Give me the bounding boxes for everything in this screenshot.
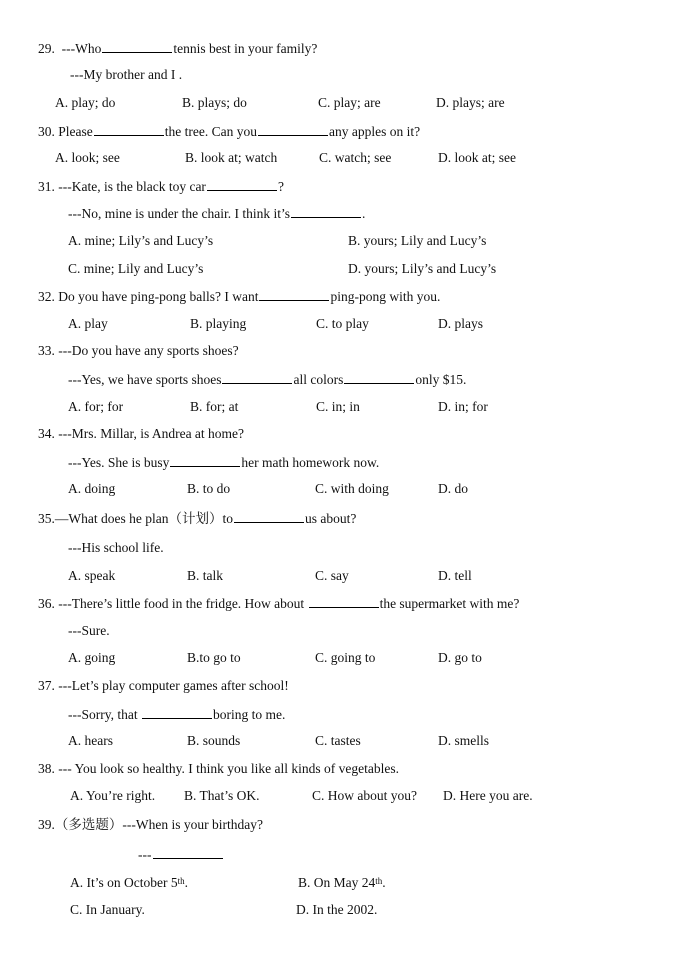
- q36-option-d: D. go to: [438, 650, 482, 665]
- q33-stem: 33. ---Do you have any sports shoes?: [38, 343, 239, 358]
- q38-option-c: C. How about you?: [312, 788, 417, 803]
- q34-option-c: C. with doing: [315, 481, 389, 496]
- answer-blank: [102, 40, 172, 53]
- q34-stem: 34. ---Mrs. Millar, is Andrea at home?: [38, 426, 245, 441]
- q37-reply: ---Sorry, that boring to me.: [68, 707, 286, 722]
- q36-option-b: B.to go to: [187, 650, 241, 665]
- q32-option-d: D. plays: [438, 316, 483, 331]
- q30-option-b: B. look at; watch: [185, 150, 278, 165]
- q31-reply: ---No, mine is under the chair. I think it’s .: [68, 206, 366, 221]
- q35-reply: ---His school life.: [68, 540, 164, 555]
- q38-option-b: B. That’s OK.: [184, 788, 260, 803]
- answer-blank: [234, 510, 304, 523]
- q38-stem: 38. --- You look so healthy. I think you like all kinds of vegetables.: [38, 761, 399, 776]
- q35-option-a: A. speak: [68, 568, 116, 583]
- q29-option-d: D. plays; are: [436, 95, 505, 110]
- answer-blank: [291, 205, 361, 218]
- q38-option-a: A. You’re right.: [70, 788, 156, 803]
- q36-option-c: C. going to: [315, 650, 376, 665]
- answer-blank: [344, 371, 414, 384]
- answer-blank: [309, 595, 379, 608]
- q37-option-c: C. tastes: [315, 733, 361, 748]
- q35-option-d: D. tell: [438, 568, 472, 583]
- q37-option-d: D. smells: [438, 733, 490, 748]
- answer-blank: [222, 371, 292, 384]
- q29-stem: 29. ---Who tennis best in your family?: [38, 41, 318, 56]
- q34-reply: ---Yes. She is busy her math homework now.: [68, 455, 380, 470]
- q36-option-a: A. going: [68, 650, 116, 665]
- answer-blank: [170, 454, 240, 467]
- q29-option-a: A. play; do: [55, 95, 116, 110]
- q32-option-b: B. playing: [190, 316, 247, 331]
- q31-option-a: A. mine; Lily’s and Lucy’s: [68, 233, 214, 248]
- q29-reply: ---My brother and I .: [70, 67, 183, 82]
- q30-stem: 30. Please the tree. Can you any apples on it?: [38, 124, 421, 139]
- answer-blank: [142, 706, 212, 719]
- q31-stem: 31. ---Kate, is the black toy car ?: [38, 179, 284, 194]
- answer-blank: [207, 178, 277, 191]
- q39-reply: ---: [138, 846, 224, 863]
- q32-option-c: C. to play: [316, 316, 369, 331]
- q39-option-c: C. In January.: [70, 902, 145, 917]
- q30-option-d: D. look at; see: [438, 150, 516, 165]
- answer-blank: [258, 123, 328, 136]
- q32-option-a: A. play: [68, 316, 108, 331]
- q31-option-c: C. mine; Lily and Lucy’s: [68, 261, 204, 276]
- q39-stem: 39.（多选题）---When is your birthday?: [38, 817, 263, 832]
- q29-option-c: C. play; are: [318, 95, 381, 110]
- q39-option-b: B. On May 24th.: [298, 875, 386, 890]
- q33-option-d: D. in; for: [438, 399, 488, 414]
- q37-option-a: A. hears: [68, 733, 113, 748]
- q36-stem: 36. ---There’s little food in the fridge. How about the supermarket with me?: [38, 596, 520, 611]
- q30-option-a: A. look; see: [55, 150, 120, 165]
- answer-blank: [153, 846, 223, 859]
- q35-stem: 35.—What does he plan（计划）to us about?: [38, 511, 357, 526]
- q37-stem: 37. ---Let’s play computer games after school!: [38, 678, 289, 693]
- q29-number: 29.: [38, 41, 55, 56]
- q31-option-d: D. yours; Lily’s and Lucy’s: [348, 261, 497, 276]
- answer-blank: [259, 288, 329, 301]
- q34-option-d: D. do: [438, 481, 468, 496]
- q33-option-a: A. for; for: [68, 399, 124, 414]
- q29-option-b: B. plays; do: [182, 95, 247, 110]
- q33-option-c: C. in; in: [316, 399, 360, 414]
- q37-option-b: B. sounds: [187, 733, 241, 748]
- q33-reply: ---Yes, we have sports shoes all colors only $15.: [68, 372, 467, 387]
- q39-option-a: A. It’s on October 5th.: [70, 875, 188, 890]
- q35-option-b: B. talk: [187, 568, 223, 583]
- answer-blank: [94, 123, 164, 136]
- q34-option-a: A. doing: [68, 481, 116, 496]
- q34-option-b: B. to do: [187, 481, 231, 496]
- q38-option-d: D. Here you are.: [443, 788, 533, 803]
- q39-option-d: D. In the 2002.: [296, 902, 378, 917]
- q36-reply: ---Sure.: [68, 623, 110, 638]
- q33-option-b: B. for; at: [190, 399, 239, 414]
- q31-option-b: B. yours; Lily and Lucy’s: [348, 233, 487, 248]
- q32-stem: 32. Do you have ping-pong balls? I want ping-pong with you.: [38, 289, 441, 304]
- q35-option-c: C. say: [315, 568, 349, 583]
- q30-option-c: C. watch; see: [319, 150, 392, 165]
